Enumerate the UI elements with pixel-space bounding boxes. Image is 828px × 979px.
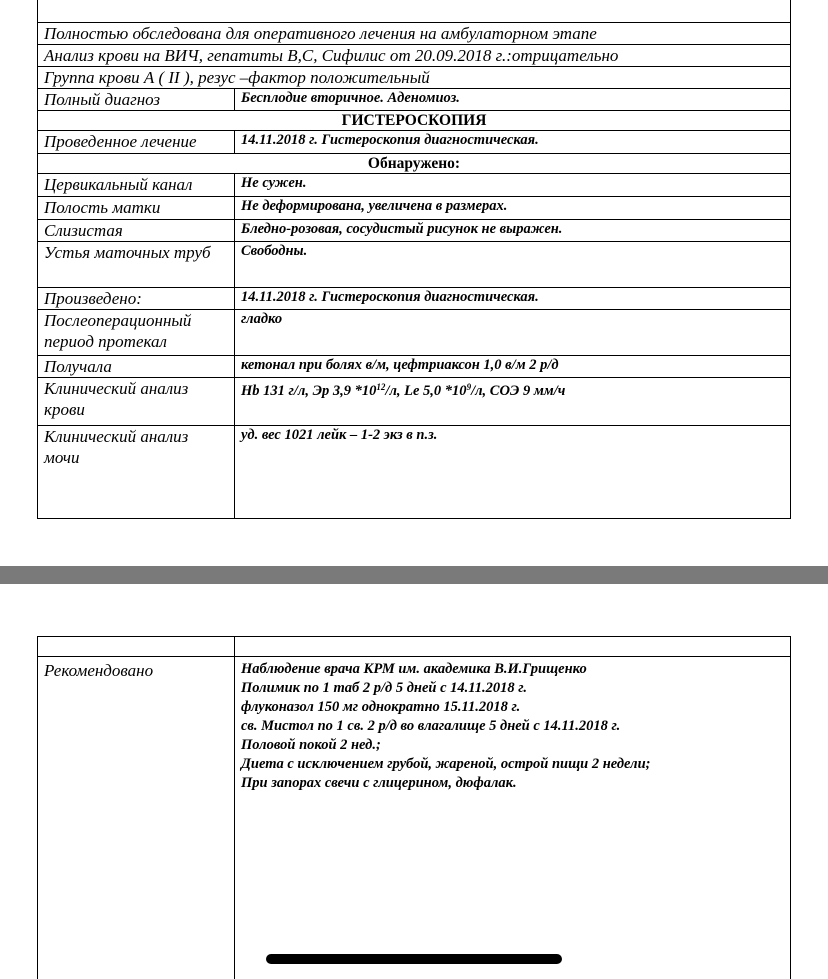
recommend-line: Полимик по 1 таб 2 р/д 5 дней с 14.11.2018 г. xyxy=(241,680,527,696)
blood-analysis-label: Клинический анализ крови xyxy=(38,378,235,426)
blood-analysis-value xyxy=(235,378,791,426)
blood-er-exponent: 12 xyxy=(376,382,386,392)
blood-le: /л, Le 5,0 *10 xyxy=(385,383,467,399)
cervical-label: Цервикальный канал xyxy=(38,174,235,197)
recommend-label: Рекомендовано xyxy=(38,657,235,979)
received-value: кетонал при болях в/м, цефтриаксон 1,0 в/м 2 р/д xyxy=(235,356,791,378)
document-page-2 xyxy=(0,584,828,979)
blood-le-exponent: 9 xyxy=(466,382,472,392)
performed-label: Произведено: xyxy=(38,288,235,310)
uterus-label: Полость матки xyxy=(38,197,235,220)
recommend-line: флуконазол 150 мг однократно 15.11.2018 г. xyxy=(241,699,521,715)
cut-off-row xyxy=(38,0,791,23)
section-title: ГИСТЕРОСКОПИЯ xyxy=(38,111,791,131)
tubes-label: Устья маточных труб xyxy=(38,242,235,288)
recommend-line: Диета с исключением грубой, жареной, острой пищи 2 недели; xyxy=(241,756,651,772)
blood-group: Группа крови А ( II ), резус –фактор положительный xyxy=(38,67,791,89)
tubes-value: Свободны. xyxy=(235,242,791,288)
blood-hb: Hb 131 г/л, Эр 3,9 *10 xyxy=(241,383,377,399)
exam-status: Полностью обследована для оперативного лечения на амбулаторном этапе xyxy=(38,23,791,45)
blood-infection-tests: Анализ крови на ВИЧ, гепатиты В,С, Сифилис от 20.09.2018 г.:отрицательно xyxy=(38,45,791,67)
recommend-line: Половой покой 2 нед.; xyxy=(241,737,381,753)
urine-analysis-label: Клинический анализ мочи xyxy=(38,426,235,519)
uterus-value: Не деформирована, увеличена в размерах. xyxy=(235,197,791,220)
treatment-label: Проведенное лечение xyxy=(38,131,235,154)
blood-soe: /л, СОЭ 9 мм/ч xyxy=(471,383,566,399)
recommend-list xyxy=(235,657,791,979)
empty-header-cell xyxy=(235,637,791,657)
recommendations-table xyxy=(37,636,791,979)
received-label: Получала xyxy=(38,356,235,378)
treatment-value: 14.11.2018 г. Гистероскопия диагностическая. xyxy=(235,131,791,154)
page-separator xyxy=(0,566,828,584)
mucosa-value: Бледно-розовая, сосудистый рисунок не выражен. xyxy=(235,220,791,242)
cervical-value: Не сужен. xyxy=(235,174,791,197)
found-title: Обнаружено: xyxy=(38,154,791,174)
mucosa-label: Слизистая xyxy=(38,220,235,242)
empty-header-cell xyxy=(38,637,235,657)
urine-analysis-value: уд. вес 1021 лейк – 1-2 экз в п.з. xyxy=(235,426,791,519)
postop-label: Послеоперационный период протекал xyxy=(38,310,235,356)
recommend-line: Наблюдение врача КРМ им. академика В.И.Грищенко xyxy=(241,661,587,677)
recommend-line: При запорах свечи с глицерином, дюфалак. xyxy=(241,775,517,791)
diagnosis-label: Полный диагноз xyxy=(38,89,235,111)
discharge-table xyxy=(37,0,791,519)
postop-value: гладко xyxy=(235,310,791,356)
recommend-line: св. Мистол по 1 св. 2 р/д во влагалище 5 дней с 14.11.2018 г. xyxy=(241,718,621,734)
home-indicator[interactable] xyxy=(266,954,562,964)
performed-value: 14.11.2018 г. Гистероскопия диагностическая. xyxy=(235,288,791,310)
diagnosis-value: Бесплодие вторичное. Аденомиоз. xyxy=(235,89,791,111)
